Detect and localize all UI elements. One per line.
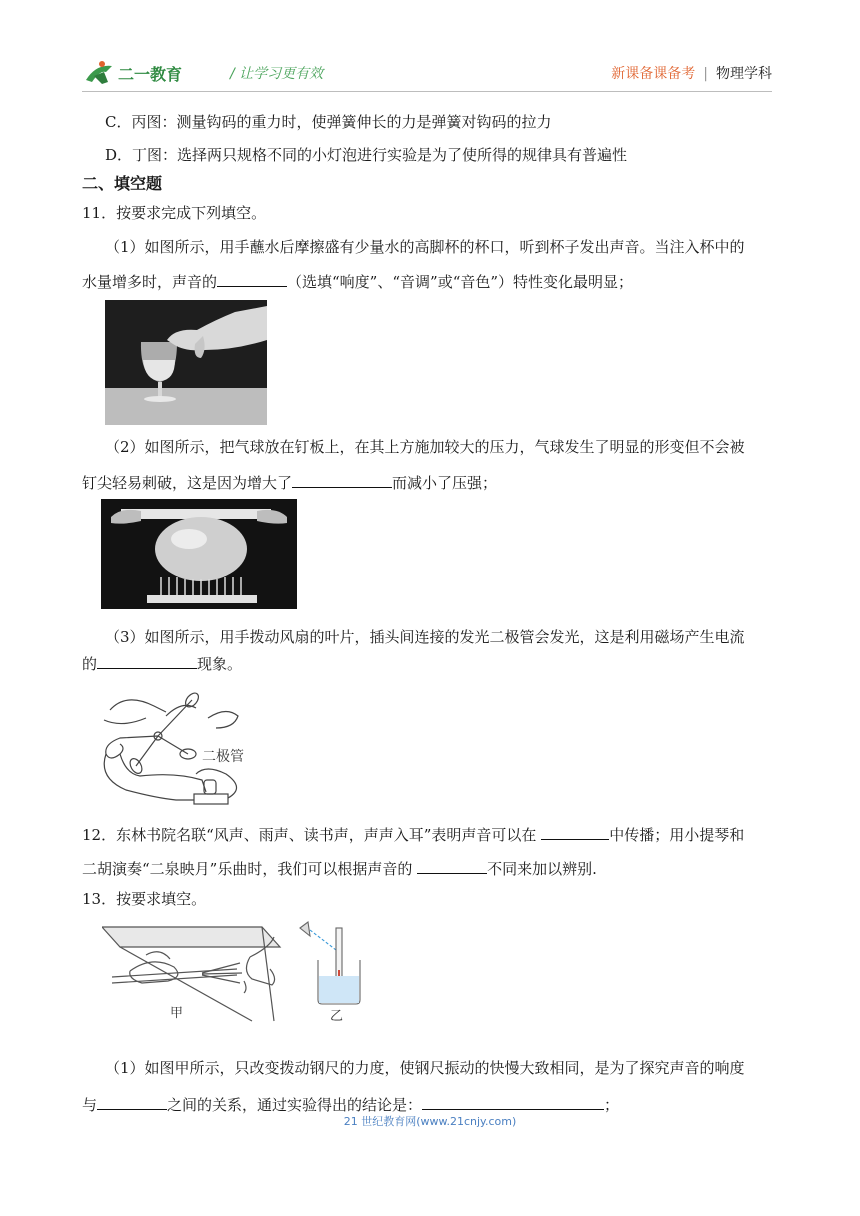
answer-blank[interactable]	[217, 270, 287, 287]
q13-1-line1: （1）如图甲所示，只改变拨动钢尺的力度，使钢尺振动的快慢大致相同，是为了探究声音的响度	[105, 1059, 745, 1077]
q11-title: 11．按要求完成下列填空。	[82, 204, 267, 222]
svg-text:二一教育: 二一教育	[118, 65, 183, 84]
q12-line1: 12．东林书院名联“风声、雨声、读书声，声声入耳”表明声音可以在 中传播；用小提琴和	[82, 823, 744, 845]
answer-blank[interactable]	[97, 652, 197, 669]
answer-blank[interactable]	[292, 471, 392, 488]
balloon-photo	[101, 499, 297, 609]
diode-label: 二极管	[202, 749, 244, 765]
wineglass-photo	[105, 300, 267, 425]
q11-1-line2: 水量增多时，声音的 （选填“响度”、“音调”或“音色”）特性变化最明显；	[82, 270, 633, 292]
fan-diode-figure	[96, 688, 256, 810]
q11-1-line1: （1）如图所示，用手蘸水后摩擦盛有少量水的高脚杯的杯口，听到杯子发出声音。当注入杯中的	[105, 238, 745, 256]
answer-blank[interactable]	[422, 1093, 604, 1110]
beaker-thermometer-figure	[296, 920, 376, 1023]
page-footer: 21 世纪教育网(www.21cnjy.com)	[343, 1115, 517, 1128]
answer-blank[interactable]	[97, 1093, 167, 1110]
header-subject: 新课备课备考 | 物理学科	[611, 66, 772, 82]
header-divider	[82, 91, 772, 92]
answer-blank[interactable]	[417, 857, 487, 874]
answer-blank[interactable]	[541, 823, 609, 840]
option-d: D．丁图：选择两只规格不同的小灯泡进行实验是为了使所得的规律具有普遍性	[105, 146, 628, 164]
figure-jia-label: 甲	[170, 1006, 184, 1021]
ruler-table-figure	[102, 925, 282, 1023]
q13-1-line2: 与 之间的关系，通过实验得出的结论是： ；	[82, 1093, 619, 1115]
figure-yi-label: 乙	[330, 1009, 344, 1023]
q11-2-line1: （2）如图所示，把气球放在钉板上，在其上方施加较大的压力，气球发生了明显的形变但不会被	[105, 438, 745, 456]
page-header	[82, 58, 772, 88]
q11-3-line1: （3）如图所示，用手拨动风扇的叶片，插头间连接的发光二极管会发光，这是利用磁场产生电流	[105, 628, 745, 646]
header-slogan: / 让学习更有效	[230, 66, 324, 82]
option-c: C．丙图：测量钩码的重力时，使弹簧伸长的力是弹簧对钩码的拉力	[105, 113, 552, 131]
section-title: 二、填空题	[82, 174, 163, 193]
q12-line2: 二胡演奏“二泉映月”乐曲时，我们可以根据声音的 不同来加以辨别.	[82, 857, 597, 879]
q11-3-line2: 的 现象。	[82, 652, 242, 674]
q11-2-line2: 钉尖轻易刺破，这是因为增大了 而减小了压强；	[82, 471, 497, 493]
logo-icon	[82, 58, 222, 88]
q13-title: 13．按要求填空。	[82, 890, 207, 908]
